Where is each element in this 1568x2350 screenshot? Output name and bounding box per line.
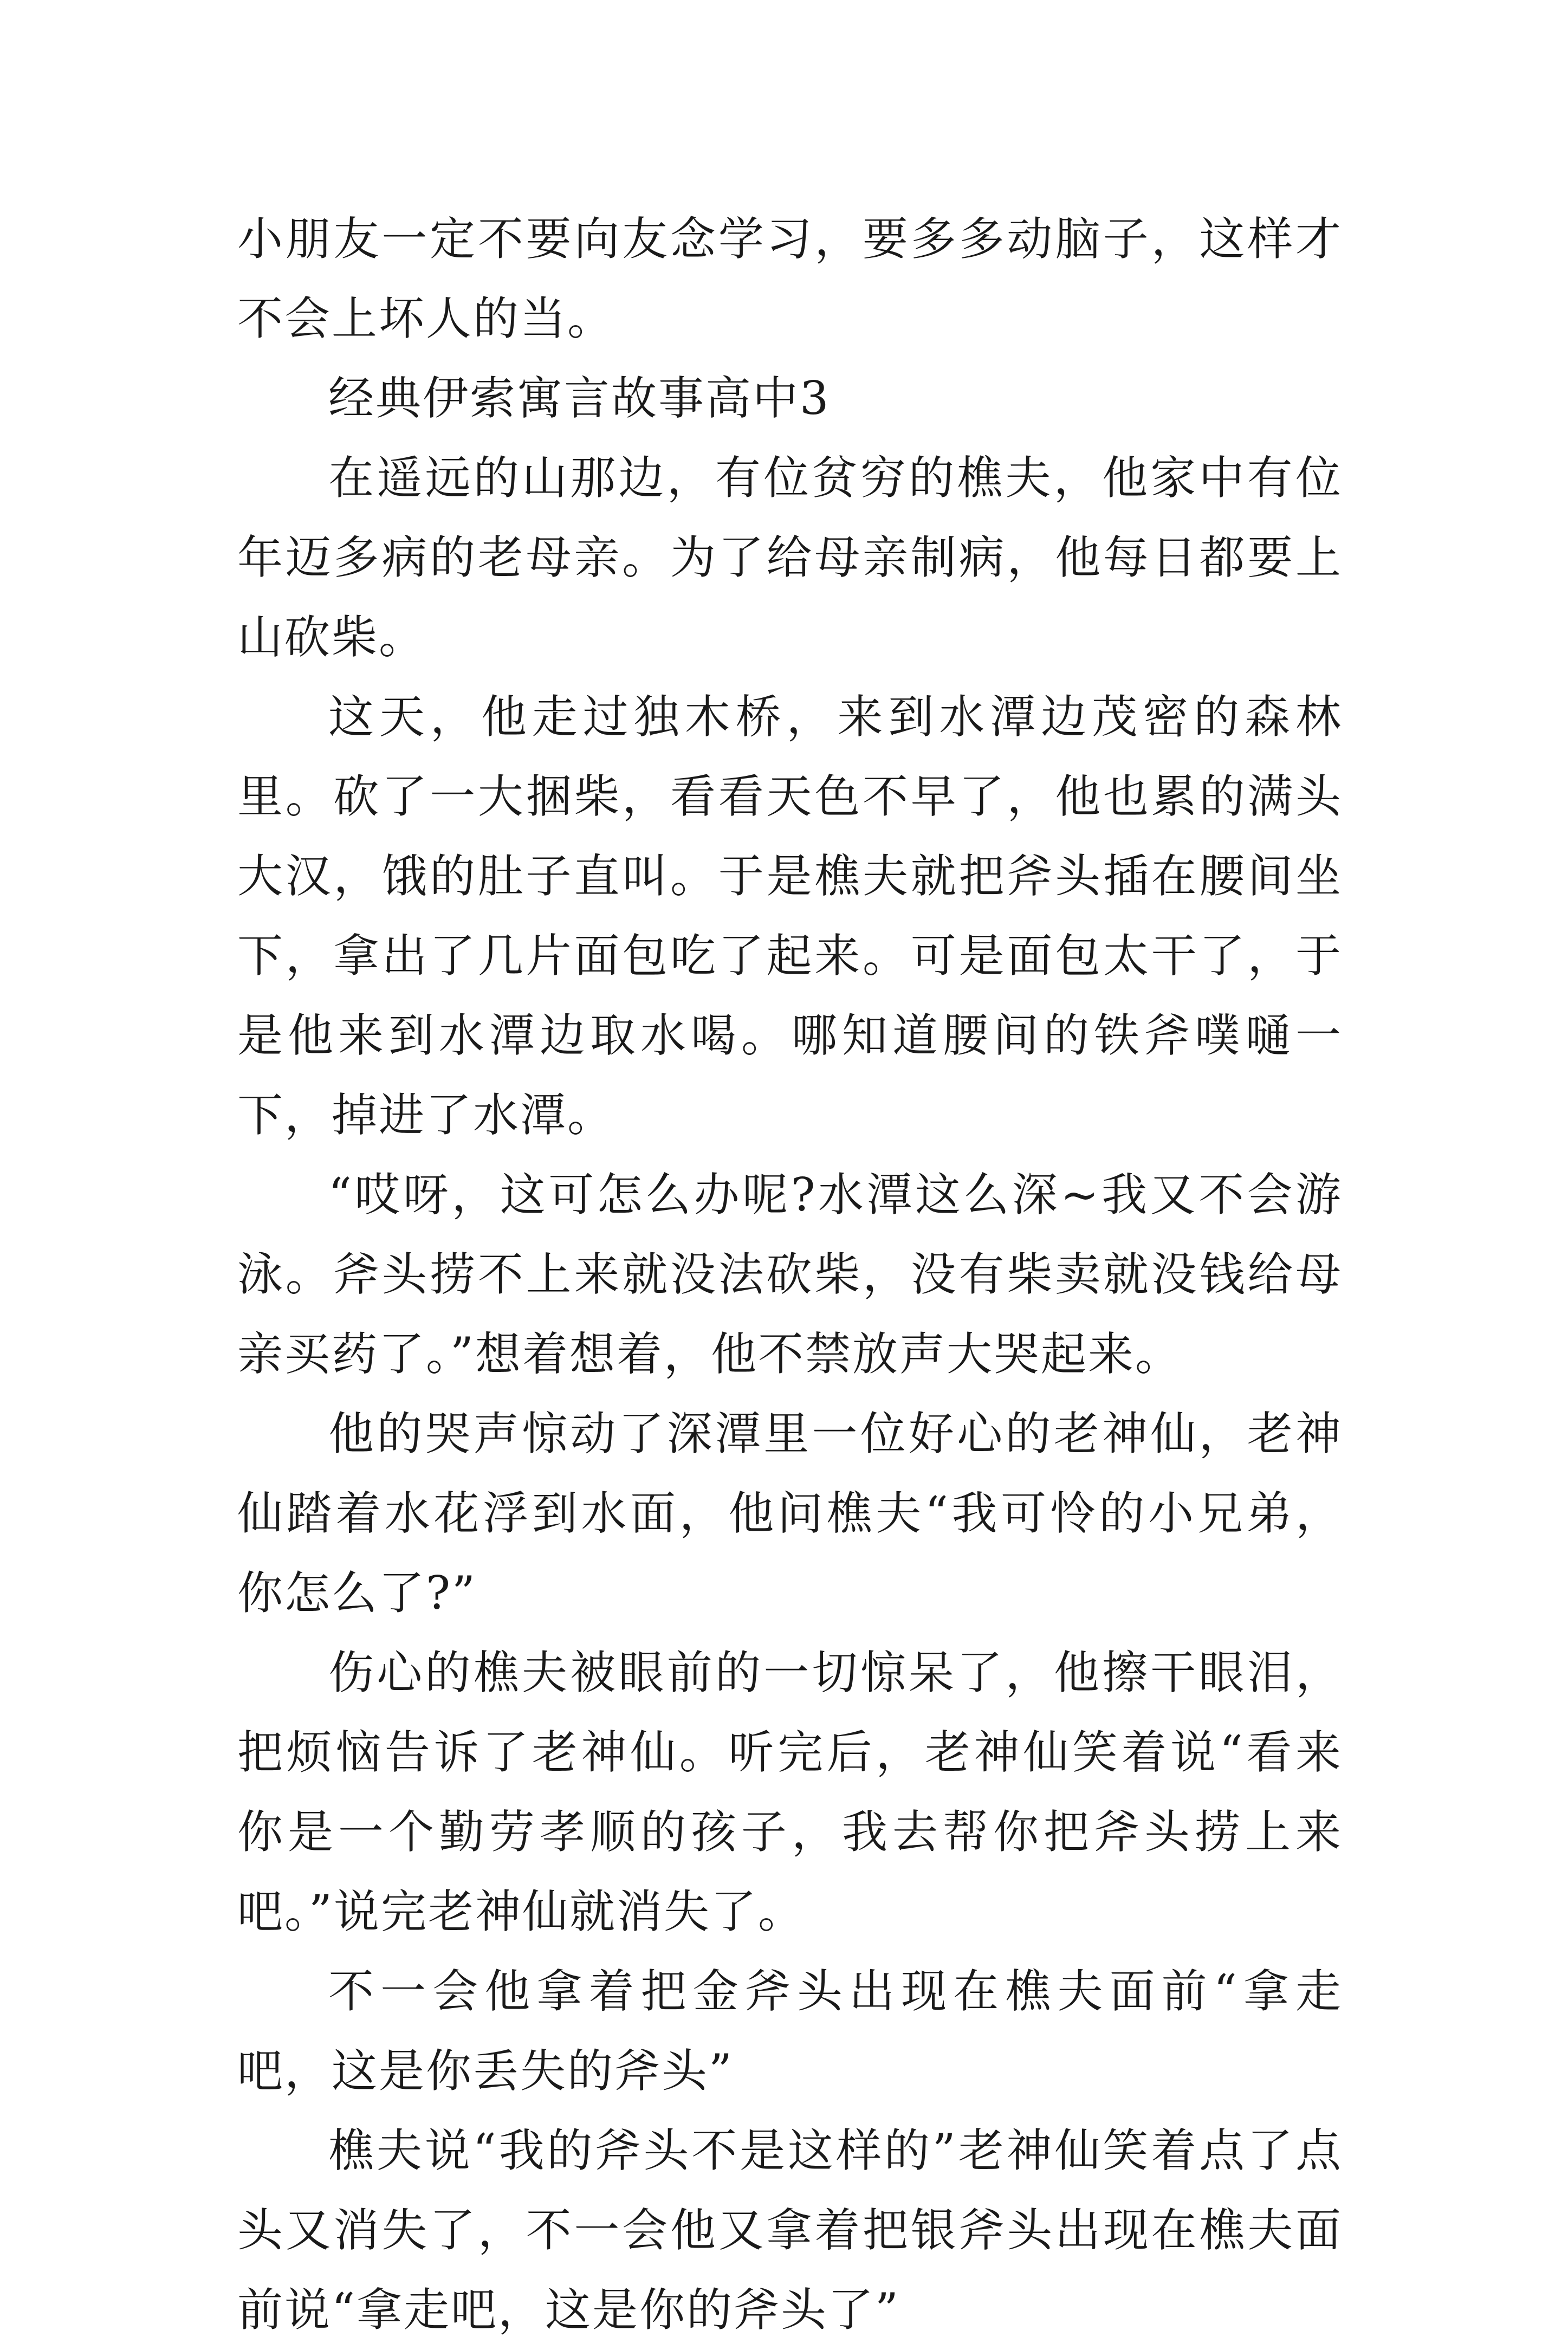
paragraph-6: 伤心的樵夫被眼前的一切惊呆了，他擦干眼泪，把烦恼告诉了老神仙。听完后，老神仙笑着说“看来你是一个勤劳孝顺的孩子，我去帮你把斧头捞上来吧。”说完老神仙就消失了。: [237, 1646, 1343, 1938]
paragraph-7: 不一会他拿着把金斧头出现在樵夫面前“拿走吧，这是你丢失的斧头”: [237, 1965, 1343, 2097]
paragraph-3: 这天，他走过独木桥，来到水潭边茂密的森林里。砍了一大捆柴，看看天色不早了，他也累的满头大汉，饿的肚子直叫。于是樵夫就把斧头插在腰间坐下，拿出了几片面包吃了起来。可是面包太干了，于是他来到水潭边取水喝。哪知道腰间的铁斧噗嗵一下，掉进了水潭。: [237, 690, 1343, 1142]
paragraph-2: 在遥远的山那边，有位贫穷的樵夫，他家中有位年迈多病的老母亲。为了给母亲制病，他每日都要上山砍柴。: [237, 451, 1343, 664]
section-heading: 经典伊索寓言故事高中3: [328, 372, 831, 425]
paragraph-4: “哎呀，这可怎么办呢?水潭这么深~我又不会游泳。斧头捞不上来就没法砍柴，没有柴卖就没钱给母亲买药了。”想着想着，他不禁放声大哭起来。: [237, 1168, 1343, 1381]
paragraph-1: 小朋友一定不要向友念学习，要多多动脑子，这样才不会上坏人的当。: [237, 212, 1343, 345]
paragraph-5: 他的哭声惊动了深潭里一位好心的老神仙，老神仙踏着水花浮到水面，他问樵夫“我可怜的小兄弟，你怎么了?”: [237, 1407, 1343, 1620]
document-body: [237, 199, 1343, 2350]
paragraph-8: 樵夫说“我的斧头不是这样的”老神仙笑着点了点头又消失了，不一会他又拿着把银斧头出现在樵夫面前说“拿走吧，这是你的斧头了”: [237, 2124, 1343, 2336]
